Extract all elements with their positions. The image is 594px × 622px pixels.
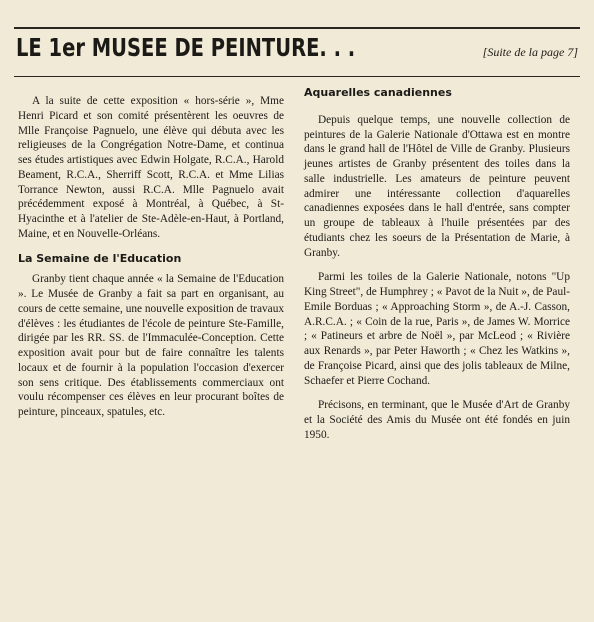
left-paragraph-2: Granby tient chaque année « la Semaine de l'Education ». Le Musée de Granby a fait sa part en organisant, au cours de cette semaine, une nouvelle exposition de travaux d'élèves : les étudiantes de l'école de peinture Ste-Famille, dirigée par les RR. SS. de l'Immaculée-Conception. Cette exposition avait pour but de faire connaître les talents locaux et de fournir à la population l'occasion d'exercer son sens critique. Des établissements commerciaux ont voulu récompenser ces élèves en leur procurant boîtes de peinture, pinceaux, spatules, etc. — [18, 273, 284, 418]
right-column — [304, 86, 570, 443]
left-paragraph-1: A la suite de cette exposition « hors-série », Mme Henri Picard et son comité présentèrent les oeuvres de Mlle Françoise Pagnuelo, une élève qui débuta avec les religieuses de la Congrégation Notre-Dame, et continua ses études artistiques avec Edwin Holgate, R.C.A., Harold Beament, R.C.A., Sherriff Scott, R.C.A. et Mme Lilias Torrance Newton, aussi R.C.A. Mlle Pagnuelo avait précédemment exposé à Montréal, à Québec, à St-Hyacinthe et à l'atelier de Ste-Adèle-en-Haut, à Portland, Maine, et en Nouvelle-Orléans. — [18, 95, 284, 240]
article-title: LE 1er MUSEE DE PEINTURE. . . — [16, 33, 356, 62]
article-header — [14, 33, 580, 71]
continued-from-note: [Suite de la page 7] — [482, 45, 578, 59]
section-heading-education: La Semaine de l'Education — [18, 251, 182, 265]
right-paragraph-3: Précisons, en terminant, que le Musée d'Art de Granby et la Société des Amis du Musée ont été fondés en juin 1950. — [304, 399, 570, 441]
section-heading-aquarelles: Aquarelles canadiennes — [304, 86, 452, 99]
right-paragraph-1: Depuis quelque temps, une nouvelle collection de peintures de la Galerie Nationale d'Ottawa est en montre dans le grand hall de l'Hôtel de Ville de Granby. Plusieurs jeunes artistes de Granby présentent des toiles dans la salle industrielle. Les amateurs de peinture peuvent admirer une intéressante collection d'aquarelles canadiennes exposées dans le hall d'entrée, sans compter un groupe de tableaux à l'huile présentées par des étudiants chez les soeurs de la Présentation de Marie, à Granby. — [304, 113, 570, 259]
right-paragraph-2: Parmi les toiles de la Galerie Nationale, notons "Up King Street", de Humphrey ; « Pavot de la Nuit », de Paul-Emile Borduas ; « Approaching Storm », de A.-J. Casson, A.R.C.A. ; « Coin de la rue, Paris », de James W. Morrice ; « Patineurs et arbre de Noël », par McLeod ; « Rivière aux Renards », par Peter Haworth ; « Chez les Watkins », de Françoise Picard, ainsi que des jolis tableaux de Milne, Schaefer et Pierre Cochand. — [304, 271, 570, 387]
top-rule — [14, 27, 580, 29]
header-rule — [14, 76, 580, 77]
left-column — [18, 94, 284, 420]
